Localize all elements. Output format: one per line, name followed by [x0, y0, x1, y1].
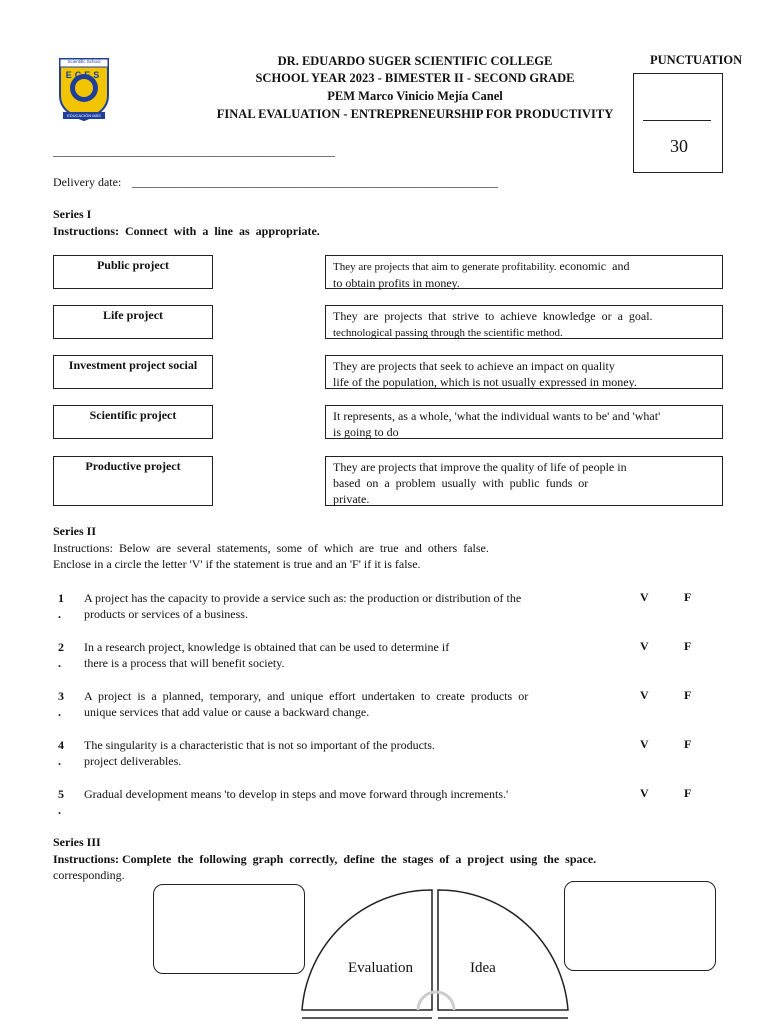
item-2-number: 2 .	[58, 640, 64, 670]
series1-instructions: Instructions: Connect with a line as appropriate.	[53, 224, 320, 238]
right-1-text-c: to obtain profits in money.	[333, 276, 460, 290]
right-box-5[interactable]	[325, 456, 723, 506]
delivery-label: Delivery date:	[53, 175, 122, 189]
right-2-text-a: They are projects that strive to achieve knowledge or a goal.	[333, 309, 653, 323]
left-box-investment[interactable]	[53, 355, 213, 389]
item-2-statement: In a research project, knowledge is obtained that can be used to determine if there is a process that will benefit society.	[84, 640, 450, 670]
left-label-investment: Investment project social	[68, 358, 198, 372]
graph-label-evaluation: Evaluation	[348, 960, 413, 976]
left-box-scientific[interactable]	[53, 405, 213, 439]
logo-letters: ECES	[65, 70, 103, 80]
item-2-false[interactable]: F	[684, 639, 692, 653]
item-5-number: 5 .	[58, 787, 64, 817]
series3-instr-text: Complete the following graph correctly, define the stages of a project using the space.	[119, 852, 597, 866]
right-3-text-a: They are projects that seek to achieve an impact on quality	[333, 359, 615, 373]
evaluation-title: FINAL EVALUATION - ENTREPRENEURSHIP FOR PRODUCTIVITY	[216, 107, 614, 121]
delivery-line[interactable]: _____________________________________________________________	[132, 175, 498, 189]
series1-title: Series I	[53, 207, 92, 221]
right-2-text-b: technological passing through the scientific method.	[333, 327, 563, 339]
series2-title: Series II	[53, 524, 96, 538]
center-arc	[418, 992, 454, 1010]
logo-top-text: Scientific School	[67, 59, 101, 64]
answer-box-left[interactable]	[153, 884, 305, 974]
left-label-life: Life project	[102, 308, 164, 322]
item-1-true[interactable]: V	[640, 590, 649, 604]
series3-instr-label: Instructions:	[53, 852, 120, 866]
item-5-true[interactable]: V	[640, 786, 649, 800]
teacher-name: PEM Marco Vinicio Mejía Canel	[327, 89, 503, 103]
item-1-statement: A project has the capacity to provide a service such as: the production or distribution of the products or services of a business.	[84, 591, 522, 621]
stages-graph	[296, 886, 576, 1024]
item-2-true[interactable]: V	[640, 639, 649, 653]
item-5-statement: Gradual development means 'to develop in steps and move forward through increments.'	[84, 787, 509, 801]
right-box-1[interactable]	[325, 255, 723, 289]
item-3-number: 3 .	[58, 689, 64, 719]
series3-instructions-cont: corresponding.	[53, 868, 125, 882]
left-box-public[interactable]	[53, 255, 213, 289]
score-total: 30	[670, 136, 688, 156]
graph-label-idea: Idea	[470, 960, 496, 976]
right-5-text-b: based on a problem usually with public funds or	[333, 476, 589, 490]
school-year: SCHOOL YEAR 2023 - BIMESTER II - SECOND GRADE	[255, 71, 575, 85]
series2-instructions-1: Instructions: Below are several statements, some of which are true and others false.	[53, 541, 489, 555]
item-4-number: 4 .	[58, 738, 64, 768]
score-box	[633, 73, 723, 173]
item-5-false[interactable]: F	[684, 786, 692, 800]
item-3-statement: A project is a planned, temporary, and unique effort undertaken to create products or unique services that add value or cause a backward change.	[84, 689, 529, 719]
school-name: DR. EDUARDO SUGER SCIENTIFIC COLLEGE	[277, 54, 553, 68]
name-line[interactable]: _______________________________________________	[53, 144, 335, 158]
idea-quadrant	[438, 890, 568, 1010]
right-box-2[interactable]	[325, 305, 723, 339]
left-box-productive[interactable]	[53, 456, 213, 506]
right-1-text-b: economic and	[556, 259, 630, 273]
right-5-text-a: They are projects that improve the quality of life of people in	[333, 460, 627, 474]
item-4-false[interactable]: F	[684, 737, 692, 751]
right-4-text-b: is going to do	[333, 425, 399, 439]
right-3-text-b: life of the population, which is not usually expressed in money.	[333, 375, 637, 389]
left-label-public: Public project	[96, 258, 170, 272]
right-4-text-a: It represents, as a whole, 'what the individual wants to be' and 'what'	[333, 409, 661, 423]
item-1-number: 1 .	[58, 591, 64, 621]
right-box-3[interactable]	[325, 355, 723, 389]
item-3-true[interactable]: V	[640, 688, 649, 702]
left-label-scientific: Scientific project	[89, 408, 177, 422]
item-4-true[interactable]: V	[640, 737, 649, 751]
item-1-false[interactable]: F	[684, 590, 692, 604]
logo-bottom-text: EDUCACIÓN MÁS	[67, 113, 101, 118]
school-logo	[57, 56, 111, 122]
series3-title: Series III	[53, 835, 101, 849]
right-5-text-c: private.	[333, 492, 370, 506]
right-1-text-a: They are projects that aim to generate profitability.	[333, 261, 557, 273]
series3-instructions	[53, 852, 733, 867]
left-label-productive: Productive project	[85, 459, 181, 473]
left-box-life[interactable]	[53, 305, 213, 339]
item-3-false[interactable]: F	[684, 688, 692, 702]
score-line	[643, 120, 711, 121]
series2-instructions-2: Enclose in a circle the letter 'V' if the statement is true and an 'F' if it is false.	[53, 557, 421, 571]
item-4-statement: The singularity is a characteristic that is not so important of the products. project deliverables.	[84, 738, 435, 768]
answer-box-right[interactable]	[564, 881, 716, 971]
punctuation-label: PUNCTUATION	[650, 53, 743, 67]
right-box-4[interactable]	[325, 405, 723, 439]
evaluation-quadrant	[302, 890, 432, 1010]
